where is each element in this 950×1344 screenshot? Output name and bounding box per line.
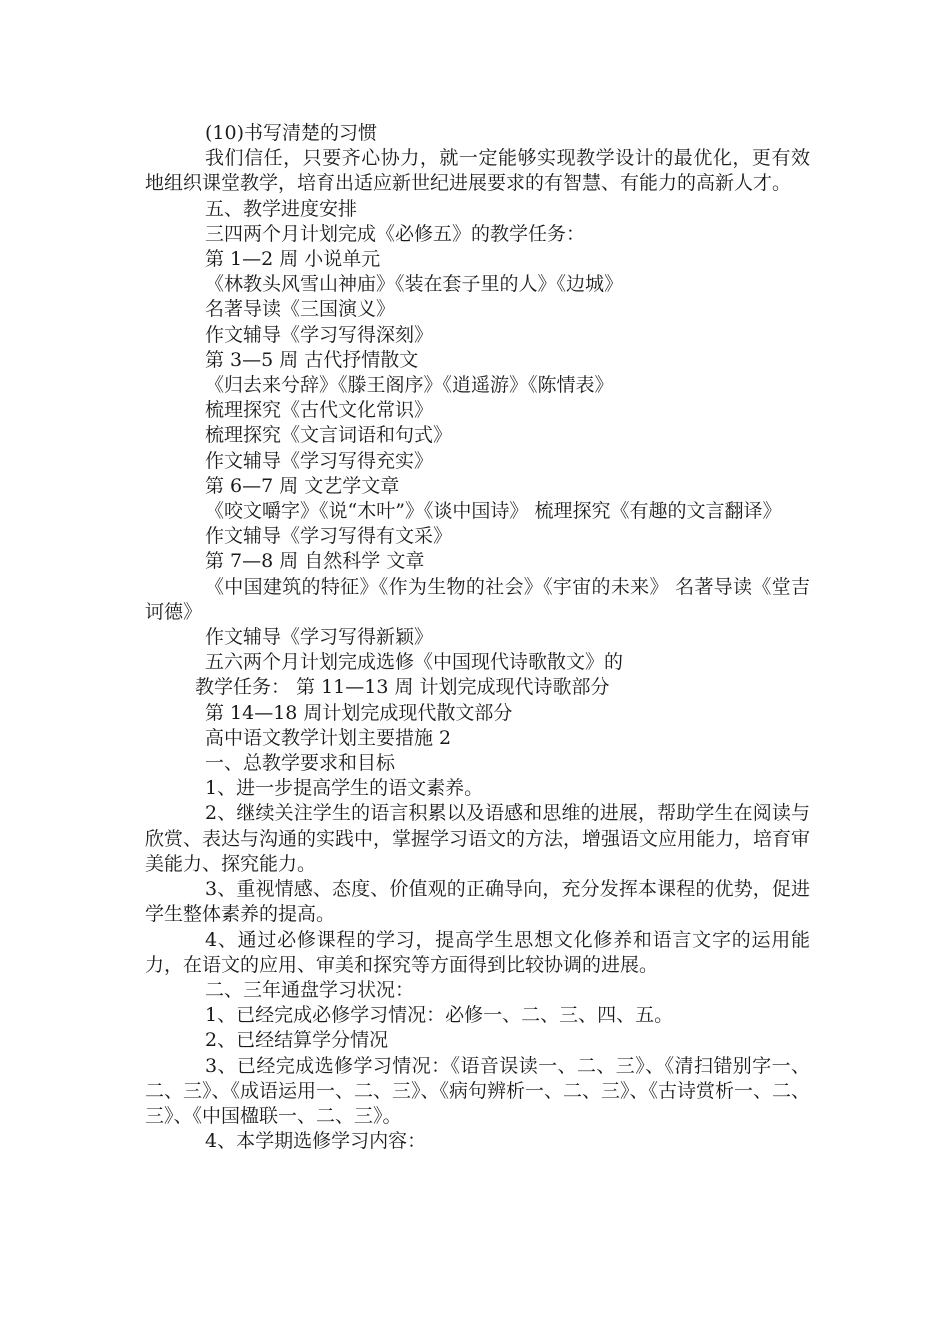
- section-heading: 五、教学进度安排: [205, 197, 358, 220]
- paragraph: (10)书写清楚的习惯: [205, 122, 378, 144]
- paragraph: 《归去来兮辞》《滕王阁序》《逍遥游》《陈情表》: [205, 374, 614, 397]
- paragraph: 第 7—8 周 自然科学 文章: [205, 550, 425, 573]
- paragraph: 作文辅导《学习写得有文采》: [205, 525, 453, 548]
- paragraph: 4、通过必修课程的学习，提高学生思想文化修养和语言文字的运用能力，在语文的应用、审美和探究等方面得到比较协调的进展。: [145, 928, 810, 976]
- paragraph: 4、本学期选修学习内容：: [205, 1130, 427, 1153]
- paragraph: 第 6—7 周 文艺学文章: [205, 474, 400, 497]
- paragraph: 2、已经结算学分情况: [205, 1029, 389, 1052]
- paragraph: 3、重视情感、态度、价值观的正确导向，充分发挥本课程的优势，促进学生整体素养的提高。: [145, 878, 810, 926]
- paragraph: 2、继续关注学生的语言积累以及语感和思维的进展，帮助学生在阅读与欣赏、表达与沟通的实践中，掌握学习语文的方法，增强语文应用能力，培育审美能力、探究能力。: [145, 802, 811, 875]
- paragraph: 《林教头风雪山神庙》《装在套子里的人》《边城》: [205, 273, 624, 296]
- paragraph: 名著导读《三国演义》: [205, 298, 396, 321]
- paragraph: 梳理探究《古代文化常识》: [205, 399, 434, 422]
- paragraph: 作文辅导《学习写得深刻》: [205, 323, 434, 346]
- paragraph: 1、进一步提高学生的语文素养。: [205, 777, 484, 800]
- paragraph: 五六两个月计划完成选修《中国现代诗歌散文》的: [205, 651, 624, 674]
- paragraph: 三四两个月计划完成《必修五》的教学任务：: [205, 222, 586, 245]
- paragraph: 3、已经完成选修学习情况：《语音误读一、二、三》、《清扫错别字一、二、三》、《成语运用一、二、三》、《病句辨析一、二、三》、《古诗赏析一、二、三》、《中国楹联一、二、三》。: [145, 1054, 811, 1127]
- paragraph: 《中国建筑的特征》《作为生物的社会》《宇宙的未来》 名著导读《堂吉诃德》: [145, 575, 810, 623]
- paragraph: 第 3—5 周 古代抒情散文: [205, 348, 419, 371]
- paragraph: 作文辅导《学习写得新颖》: [205, 626, 434, 649]
- section-heading: 高中语文教学计划主要措施 2: [205, 726, 452, 749]
- paragraph: 作文辅导《学习写得充实》: [205, 449, 434, 472]
- paragraph: 我们信任，只要齐心协力，就一定能够实现教学设计的最优化，更有效地组织课堂教学，培育出适应新世纪进展要求的有智慧、有能力的高新人才。: [145, 147, 810, 195]
- section-heading: 一、总教学要求和目标: [205, 752, 396, 775]
- paragraph: 《咬文嚼字》《说“木叶”》《谈中国诗》 梳理探究《有趣的文言翻译》: [205, 500, 782, 523]
- paragraph: 1、已经完成必修学习情况：必修一、二、三、四、五。: [205, 1004, 674, 1027]
- paragraph: 第 14—18 周计划完成现代散文部分: [205, 701, 513, 724]
- paragraph: 梳理探究《文言词语和句式》: [205, 424, 453, 447]
- document-body: [145, 121, 810, 1154]
- section-heading: 二、三年通盘学习状况：: [205, 978, 415, 1001]
- paragraph: 教学任务： 第 11—13 周 计划完成现代诗歌部分: [195, 676, 610, 699]
- paragraph: 第 1—2 周 小说单元: [205, 248, 381, 271]
